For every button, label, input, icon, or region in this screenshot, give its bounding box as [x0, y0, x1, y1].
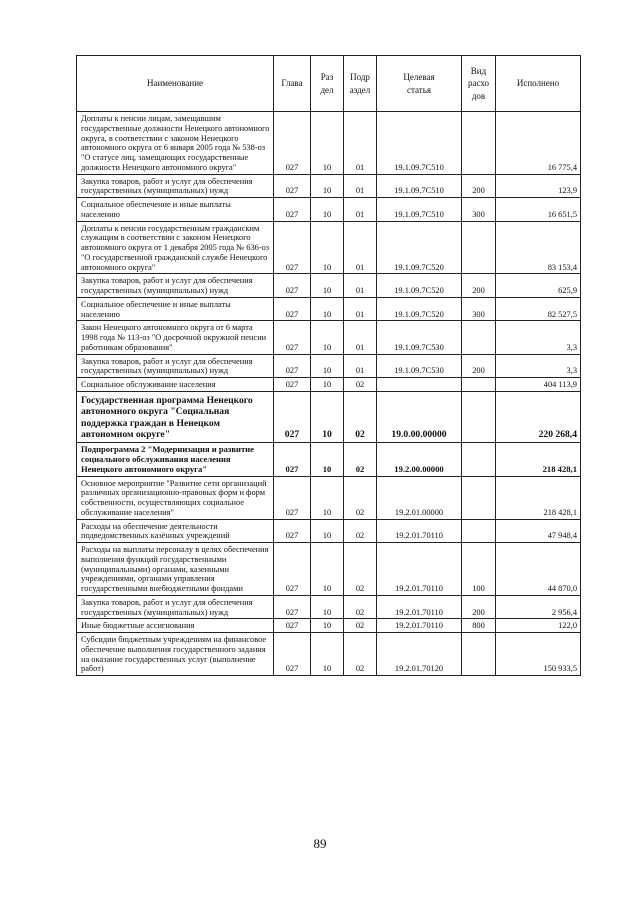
header-executed: Исполнено: [496, 56, 581, 112]
cell-section: 10: [311, 221, 344, 274]
cell-executed: 218 428,1: [496, 476, 581, 519]
cell-expense-type: 100: [462, 543, 496, 596]
cell-subsection: 01: [344, 198, 377, 222]
cell-expense-type: 200: [462, 174, 496, 198]
cell-subsection: 02: [344, 633, 377, 676]
cell-name: Доплаты к пенсии государственным гражданским служащим в соответствии с законом Ненецкого автономного округа от 1 декабря 2005 года № 636-оз "О государственной гражданской службе Ненецкого автономного округа": [77, 221, 274, 274]
cell-target-article: 19.1.09.7С510: [377, 174, 462, 198]
cell-expense-type: [462, 476, 496, 519]
cell-target-article: 19.2.01.70110: [377, 519, 462, 543]
budget-table: [76, 55, 581, 676]
cell-chapter: 027: [274, 595, 311, 619]
cell-executed: 122,0: [496, 619, 581, 633]
cell-chapter: 027: [274, 378, 311, 392]
cell-name: Иные бюджетные ассигнования: [77, 619, 274, 633]
table-row: [77, 391, 581, 442]
cell-chapter: 027: [274, 198, 311, 222]
cell-executed: 150 933,5: [496, 633, 581, 676]
cell-subsection: 01: [344, 174, 377, 198]
cell-section: 10: [311, 198, 344, 222]
cell-expense-type: 300: [462, 198, 496, 222]
cell-executed: 16 775,4: [496, 112, 581, 175]
cell-target-article: 19.2.01.70120: [377, 633, 462, 676]
cell-expense-type: [462, 378, 496, 392]
cell-subsection: 02: [344, 442, 377, 476]
cell-section: 10: [311, 519, 344, 543]
cell-section: 10: [311, 619, 344, 633]
cell-section: 10: [311, 297, 344, 321]
cell-chapter: 027: [274, 442, 311, 476]
cell-section: 10: [311, 354, 344, 378]
table-header-row: [77, 56, 581, 112]
cell-name: Субсидии бюджетным учреждениям на финансовое обеспечение выполнения государственного задания на оказание государственных услуг (выполнение работ): [77, 633, 274, 676]
cell-expense-type: [462, 633, 496, 676]
cell-subsection: 01: [344, 297, 377, 321]
cell-target-article: 19.1.09.7С510: [377, 198, 462, 222]
budget-table-page: [76, 55, 580, 676]
cell-target-article: 19.1.09.7С510: [377, 112, 462, 175]
cell-expense-type: [462, 321, 496, 354]
cell-executed: 82 527,5: [496, 297, 581, 321]
header-subsection: Подр аздел: [344, 56, 377, 112]
cell-name: Закон Ненецкого автономного округа от 6 марта 1998 года № 113-оз "О досрочной окружной пенсии работникам образования": [77, 321, 274, 354]
cell-name: Социальное обслуживание населения: [77, 378, 274, 392]
cell-expense-type: 200: [462, 274, 496, 298]
cell-section: 10: [311, 633, 344, 676]
header-target-article: Целевая статья: [377, 56, 462, 112]
table-row: [77, 297, 581, 321]
cell-chapter: 027: [274, 321, 311, 354]
cell-chapter: 027: [274, 519, 311, 543]
cell-chapter: 027: [274, 297, 311, 321]
cell-section: 10: [311, 595, 344, 619]
cell-name: Социальное обеспечение и иные выплаты населению: [77, 198, 274, 222]
header-name: Наименование: [77, 56, 274, 112]
cell-section: 10: [311, 391, 344, 442]
cell-expense-type: [462, 391, 496, 442]
cell-expense-type: 300: [462, 297, 496, 321]
cell-executed: 2 956,4: [496, 595, 581, 619]
cell-subsection: 02: [344, 595, 377, 619]
table-row: [77, 442, 581, 476]
cell-executed: 83 153,4: [496, 221, 581, 274]
cell-section: 10: [311, 543, 344, 596]
cell-name: Расходы на обеспечение деятельности подведомственных казённых учреждений: [77, 519, 274, 543]
cell-name: Закупка товаров, работ и услуг для обеспечения государственных (муниципальных) нужд: [77, 174, 274, 198]
cell-target-article: 19.2.01.00000: [377, 476, 462, 519]
cell-section: 10: [311, 378, 344, 392]
cell-target-article: 19.1.09.7С530: [377, 354, 462, 378]
cell-chapter: 027: [274, 619, 311, 633]
table-row: [77, 274, 581, 298]
table-row: [77, 378, 581, 392]
cell-subsection: 02: [344, 619, 377, 633]
cell-expense-type: [462, 519, 496, 543]
cell-subsection: 01: [344, 274, 377, 298]
cell-subsection: 02: [344, 391, 377, 442]
cell-subsection: 01: [344, 112, 377, 175]
cell-target-article: 19.1.09.7С520: [377, 297, 462, 321]
cell-target-article: 19.0.00.00000: [377, 391, 462, 442]
table-row: [77, 354, 581, 378]
cell-name: Расходы на выплаты персоналу в целях обеспечения выполнения функций государственными (муниципальными) органами, казенными учреждениями, органами управления государственными внебюджетными фондами: [77, 543, 274, 596]
header-expense-type: Вид расхо дов: [462, 56, 496, 112]
table-row: [77, 519, 581, 543]
table-row: [77, 633, 581, 676]
cell-subsection: 01: [344, 221, 377, 274]
header-chapter: Глава: [274, 56, 311, 112]
cell-chapter: 027: [274, 274, 311, 298]
cell-target-article: 19.2.01.70110: [377, 543, 462, 596]
cell-subsection: 01: [344, 321, 377, 354]
cell-target-article: 19.1.09.7С520: [377, 274, 462, 298]
cell-subsection: 02: [344, 476, 377, 519]
header-section: Раз дел: [311, 56, 344, 112]
cell-executed: 47 948,4: [496, 519, 581, 543]
cell-name: Подпрограмма 2 "Модернизация и развитие социального обслуживания населения Ненецкого автономного округа": [77, 442, 274, 476]
table-row: [77, 112, 581, 175]
cell-executed: 220 268,4: [496, 391, 581, 442]
cell-expense-type: [462, 442, 496, 476]
cell-target-article: 19.2.01.70110: [377, 619, 462, 633]
table-row: [77, 321, 581, 354]
cell-name: Социальное обеспечение и иные выплаты населению: [77, 297, 274, 321]
page-number: 89: [313, 836, 327, 851]
cell-executed: 625,9: [496, 274, 581, 298]
cell-section: 10: [311, 112, 344, 175]
cell-subsection: 02: [344, 378, 377, 392]
table-row: [77, 198, 581, 222]
cell-expense-type: 800: [462, 619, 496, 633]
cell-target-article: 19.2.01.70110: [377, 595, 462, 619]
cell-section: 10: [311, 476, 344, 519]
cell-chapter: 027: [274, 221, 311, 274]
cell-executed: 3,3: [496, 354, 581, 378]
cell-executed: 16 651,5: [496, 198, 581, 222]
cell-subsection: 02: [344, 543, 377, 596]
table-row: [77, 174, 581, 198]
table-row: [77, 595, 581, 619]
cell-chapter: 027: [274, 391, 311, 442]
cell-chapter: 027: [274, 543, 311, 596]
cell-expense-type: [462, 112, 496, 175]
cell-name: Государственная программа Ненецкого автономного округа "Социальная поддержка граждан в Ненецком автономном округе": [77, 391, 274, 442]
cell-name: Закупка товаров, работ и услуг для обеспечения государственных (муниципальных) нужд: [77, 274, 274, 298]
cell-executed: 3,3: [496, 321, 581, 354]
cell-target-article: 19.2.00.00000: [377, 442, 462, 476]
cell-section: 10: [311, 321, 344, 354]
cell-expense-type: 200: [462, 354, 496, 378]
table-row: [77, 221, 581, 274]
cell-name: Основное мероприятие "Развитие сети организаций различных организационно-правовых форм и форм собственности, осуществляющих социальное обслуживание населения": [77, 476, 274, 519]
cell-executed: 404 113,9: [496, 378, 581, 392]
cell-expense-type: 200: [462, 595, 496, 619]
cell-expense-type: [462, 221, 496, 274]
cell-name: Закупка товаров, работ и услуг для обеспечения государственных (муниципальных) нужд: [77, 595, 274, 619]
cell-section: 10: [311, 442, 344, 476]
table-row: [77, 619, 581, 633]
table-row: [77, 543, 581, 596]
cell-chapter: 027: [274, 174, 311, 198]
cell-target-article: 19.1.09.7С520: [377, 221, 462, 274]
cell-executed: 218 428,1: [496, 442, 581, 476]
table-row: [77, 476, 581, 519]
cell-name: Доплаты к пенсии лицам, замещавшим государственные должности Ненецкого автономного округа, в соответствии с законом Ненецкого автономного округа от 6 января 2005 года № 538-оз "О статусе лиц, замещающих государственные должности Ненецкого автономного округа": [77, 112, 274, 175]
cell-executed: 123,9: [496, 174, 581, 198]
cell-chapter: 027: [274, 633, 311, 676]
cell-target-article: [377, 378, 462, 392]
cell-chapter: 027: [274, 354, 311, 378]
cell-subsection: 02: [344, 519, 377, 543]
cell-chapter: 027: [274, 476, 311, 519]
cell-target-article: 19.1.09.7С530: [377, 321, 462, 354]
cell-subsection: 01: [344, 354, 377, 378]
cell-section: 10: [311, 274, 344, 298]
cell-section: 10: [311, 174, 344, 198]
cell-chapter: 027: [274, 112, 311, 175]
cell-name: Закупка товаров, работ и услуг для обеспечения государственных (муниципальных) нужд: [77, 354, 274, 378]
cell-executed: 44 870,0: [496, 543, 581, 596]
